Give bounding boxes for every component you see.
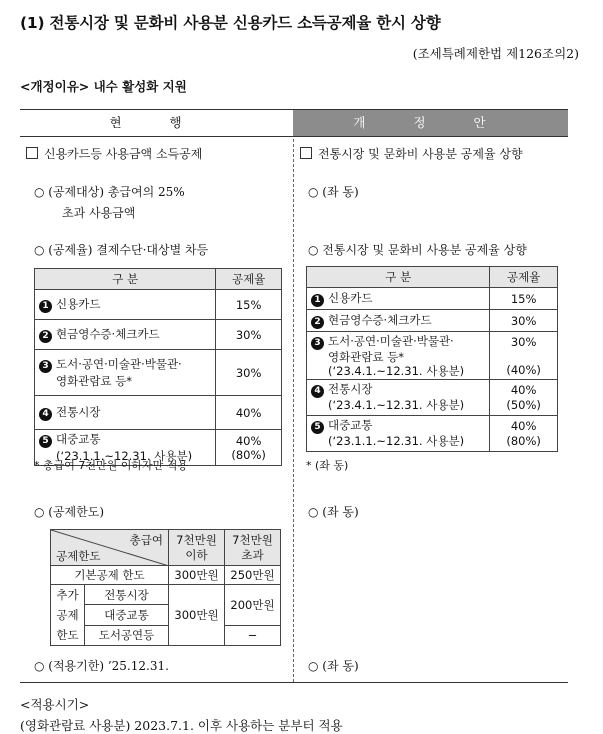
proposal-rate-title: ○ 전통시장 및 문화비 사용분 공제율 상향 <box>308 243 527 257</box>
diagonal-line-icon <box>51 530 169 566</box>
current-section-title: 신용카드등 사용금액 소득공제 <box>26 145 202 162</box>
table-header-rate: 공제율 <box>490 267 558 288</box>
current-note: * 총급여 7천만원 이하자만 적용 <box>34 459 188 472</box>
proposal-same-limit: ○ (좌 동) <box>308 505 359 519</box>
checkbox-square-icon <box>26 147 38 159</box>
current-rate-title: ○ (공제율) 결제수단·대상별 차등 <box>34 243 209 257</box>
circled-number-icon: 1 <box>311 294 324 307</box>
checkbox-square-icon <box>300 147 312 159</box>
table-row: 5 대중교통 (‘23.1.1.~12.31. 사용분) 40% (80%) <box>35 430 282 466</box>
current-header: 현 행 <box>20 109 293 137</box>
current-target-line1: ○ (공제대상) 총급여의 25% <box>34 185 185 199</box>
table-row: 5 대중교통 (‘23.1.1.~12.31. 사용분) 40% (80%) <box>307 416 558 452</box>
proposal-same-period: ○ (좌 동) <box>308 659 359 673</box>
table-header-rate: 공제율 <box>216 269 282 290</box>
table-row: 3 도서·공연·미술관·박물관· 영화관람료 등* (‘23.4.1.~12.31. 사용분) 30% (40%) <box>307 332 558 380</box>
table-row: 4 전통시장 (‘23.4.1.~12.31. 사용분) 40% (50%) <box>307 380 558 416</box>
proposal-rate-table <box>306 266 558 452</box>
table-header-category: 구 분 <box>307 267 490 288</box>
current-period: ○ (적용기한) ’25.12.31. <box>34 659 169 673</box>
circled-number-icon: 4 <box>311 385 324 398</box>
table-bottom-border <box>20 682 568 683</box>
revision-reason: <개정이유> 내수 활성화 지원 <box>20 79 187 94</box>
legal-reference: (조세특례제한법 제126조의2) <box>412 46 579 61</box>
table-row: 1 신용카드 15% <box>307 288 558 310</box>
proposal-section-title: 전통시장 및 문화비 사용분 공제율 상향 <box>300 145 523 162</box>
circled-number-icon: 2 <box>39 330 52 343</box>
limit-table: 총급여 공제한도 7천만원 이하 7천만원 초과 기본공제 한도 300만원 250만원 추가 공제 한도 전통시장 300만원 200만원 대중교통 도서공연등 − <box>50 529 281 646</box>
circled-number-icon: 2 <box>311 316 324 329</box>
page-title: (1) 전통시장 및 문화비 사용분 신용카드 소득공제율 한시 상향 <box>20 14 441 32</box>
circled-number-icon: 5 <box>39 435 52 448</box>
proposal-header: 개 정 안 <box>293 109 568 137</box>
circled-number-icon: 3 <box>39 360 52 373</box>
table-row: 2 현금영수증·체크카드 30% <box>35 320 282 350</box>
circled-number-icon: 1 <box>39 300 52 313</box>
limit-table-corner: 총급여 공제한도 <box>51 530 169 566</box>
proposal-same-target: ○ (좌 동) <box>308 185 359 199</box>
table-header-category: 구 분 <box>35 269 216 290</box>
circled-number-icon: 4 <box>39 408 52 421</box>
current-rate-table <box>34 268 282 466</box>
table-row: 3 도서·공연·미술관·박물관· 영화관람료 등* 30% <box>35 350 282 396</box>
circled-number-icon: 5 <box>311 421 324 434</box>
proposal-note: * (좌 동) <box>306 459 349 472</box>
table-row: 1 신용카드 15% <box>35 290 282 320</box>
table-row: 4 전통시장 40% <box>35 396 282 430</box>
current-limit-title: ○ (공제한도) <box>34 505 105 519</box>
effective-date-heading: <적용시기> <box>20 697 90 712</box>
current-target-line2: 초과 사용금액 <box>62 206 136 220</box>
circled-number-icon: 3 <box>311 337 324 350</box>
effective-date-text: (영화관람료 사용분) 2023.7.1. 이후 사용하는 분부터 적용 <box>20 718 343 733</box>
table-row: 2 현금영수증·체크카드 30% <box>307 310 558 332</box>
